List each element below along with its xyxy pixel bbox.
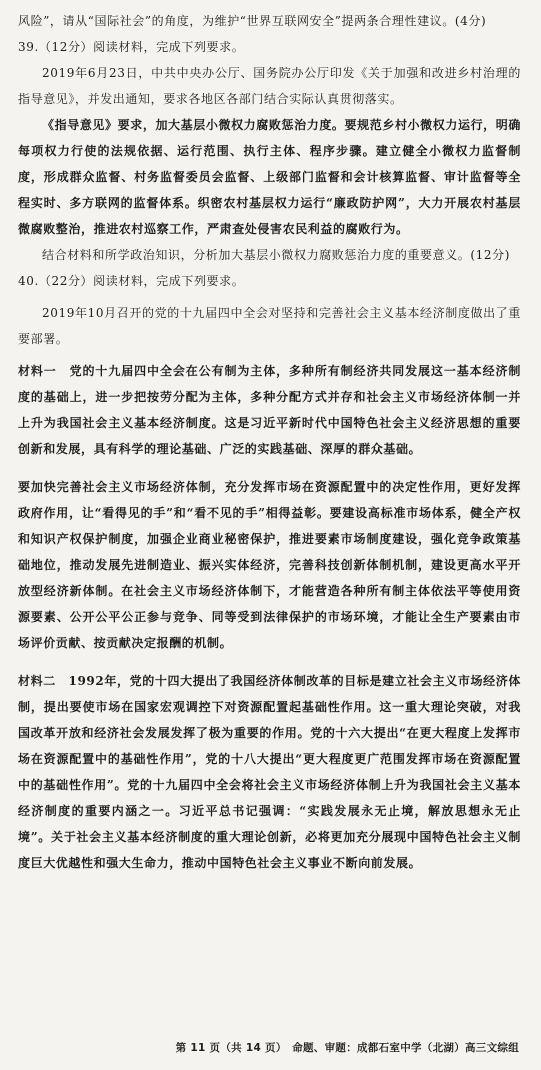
question-39-prompt: 结合材料和所学政治知识，分析加大基层小微权力腐败惩治力度的重要意义。(12分) (42, 248, 511, 262)
question-40-intro: 2019年10月召开的党的十九届四中全会对坚持和完善社会主义基本经济制度做出了重要部署。 (18, 306, 521, 346)
question-40-title: 40.（22分）阅读材料，完成下列要求。 (18, 274, 245, 288)
previous-question-fragment: 风险”，请从“国际社会”的角度，为维护“世界互联网安全”提两条合理性建议。(4分) (18, 14, 487, 28)
page-footer: 第 11 页（共 14 页） 命题、审题：成都石室中学（北湖）高三文综组 (175, 1042, 519, 1054)
question-39-paragraph-1: 2019年6月23日，中共中央办公厅、国务院办公厅印发《关于加强和改进乡村治理的指导意见》，并发出通知，要求各地区各部门结合实际认真贯彻落实。 (18, 66, 521, 106)
spacer (18, 462, 521, 474)
material-1-paragraph-2: 要加快完善社会主义市场经济体制，充分发挥市场在资源配置中的决定性作用，更好发挥政府作用，让“看得见的手”和“看不见的手”相得益彰。要建设高标准市场体系，健全产权和知识产权保护制度，加强企业商业秘密保护，推进要素市场制度建设，强化竞争政策基础地位，推动发展先进制造业、振兴实体经济，完善科技创新体制机制，建设更高水平开放型经济新体制。在社会主义市场经济体制下，才能营造各种所有制主体依法平等使用资源要素、公开公平公正参与竞争、同等受到法律保护的市场环境，才能让全生产要素由市场评价贡献、按贡献决定报酬的机制。 (18, 480, 521, 650)
material-2-paragraph: 材料二 1992年，党的十四大提出了我国经济体制改革的目标是建立社会主义市场经济体制，提出要使市场在国家宏观调控下对资源配置起基础性作用。这一重大理论突破，对我国改革开放和经济社会发展发挥了极为重要的作用。党的十六大提出“在更大程度上发挥市场在资源配置中的基础性作用”，党的十八大提出“更大程度更广范围发挥市场在资源配置中的基础性作用”。党的十九届四中全会将社会主义市场经济体制上升为我国社会主义基本经济制度的重要内涵之一。习近平总书记强调：“实践发展永无止境，解放思想永无止境”。关于社会主义基本经济制度的重大理论创新，必将更加充分展现中国特色社会主义制度巨大优越性和强大生命力，推动中国特色社会主义事业不断向前发展。 (18, 674, 521, 870)
question-39-paragraph-2: 《指导意见》要求，加大基层小微权力腐败惩治力度。要规范乡村小微权力运行，明确每项权力行使的法规依据、运行范围、执行主体、程序步骤。建立健全小微权力监督制度，形成群众监督、村务监督委员会监督、上级部门监督和会计核算监督、审计监督等全程实时、多方联网的监督体系。织密农村基层权力运行“廉政防护网”，大力开展农村基层微腐败整治，推进农村巡察工作，严肃查处侵害农民利益的腐败行为。 (18, 118, 521, 236)
spacer (18, 656, 521, 668)
question-39-title: 39.（12分）阅读材料，完成下列要求。 (18, 40, 245, 54)
material-1-paragraph-1: 材料一 党的十九届四中全会在公有制为主体，多种所有制经济共同发展这一基本经济制度的基础上，进一步把按劳分配为主体，多种分配方式并存和社会主义市场经济体制一并上升为我国社会主义基本经济制度。这是习近平新时代中国特色社会主义经济思想的重要创新和发展，具有科学的理论基础、广泛的实践基础、深厚的群众基础。 (18, 364, 521, 456)
